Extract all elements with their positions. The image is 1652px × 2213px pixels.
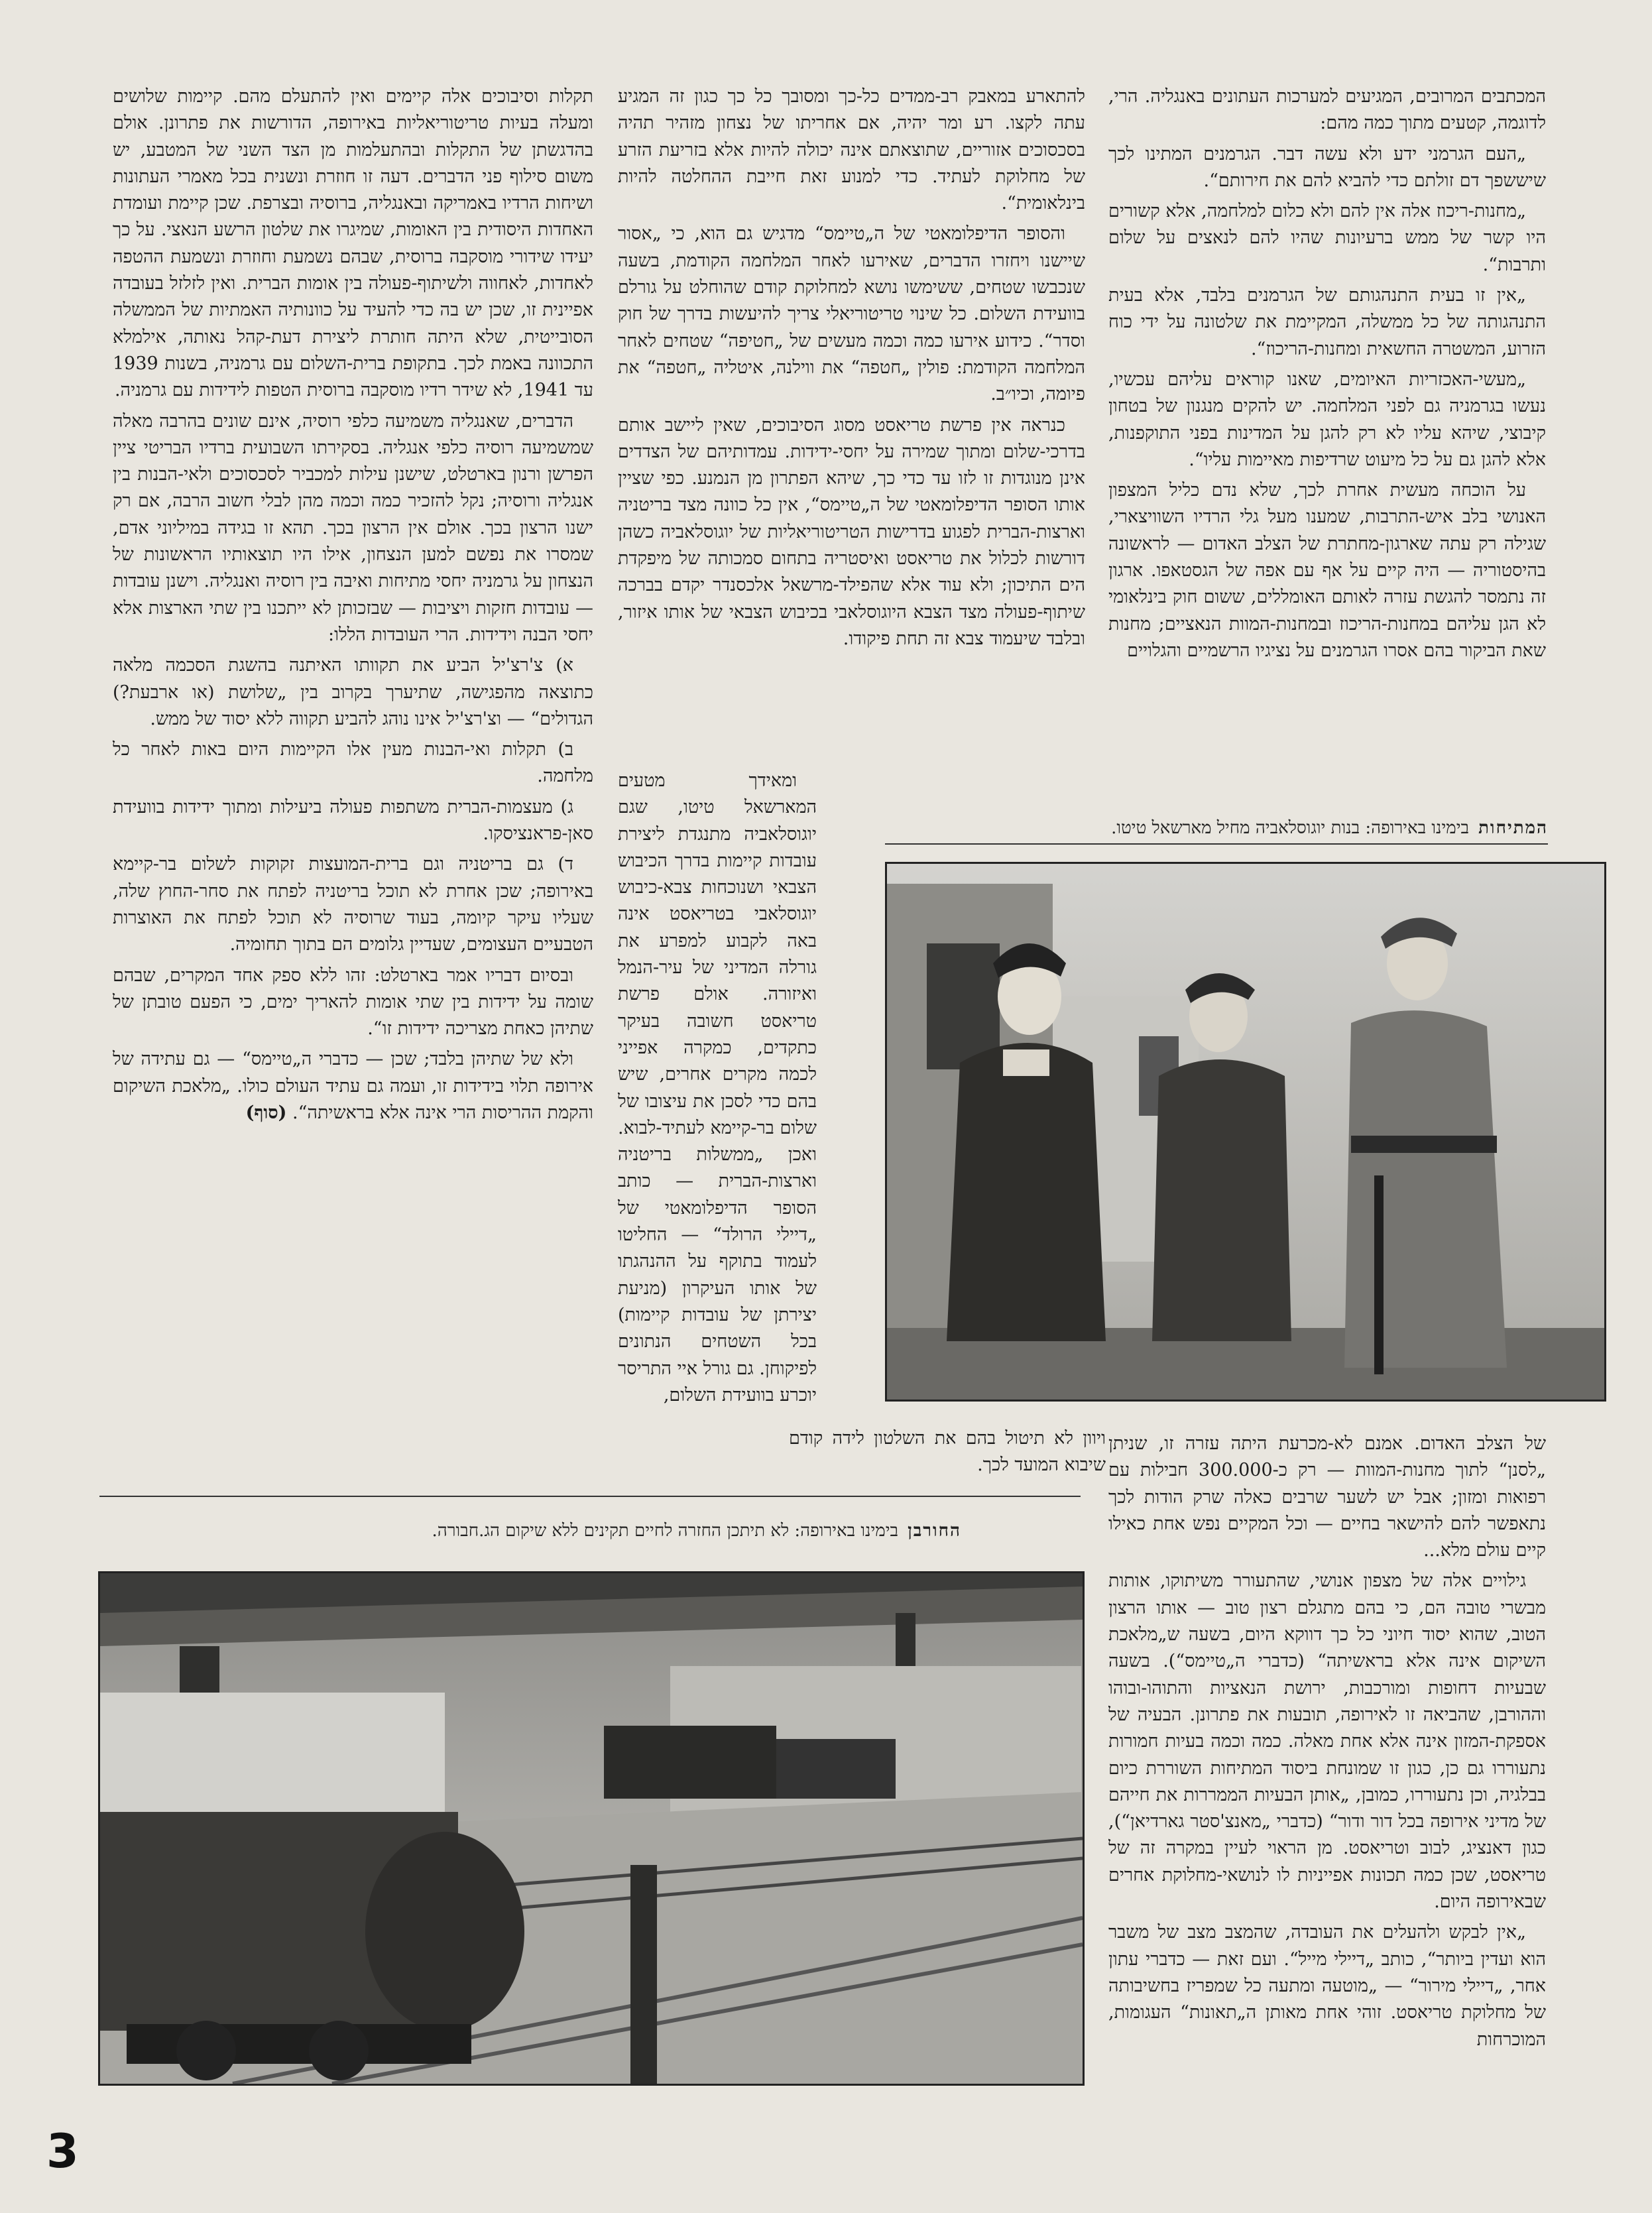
paragraph: והסופר הדיפלומאטי של ה„טיימס“ מדגיש גם הוא, כי „אסור שיישנו ויחזרו הדברים, שאירעו לאחר המלחמה הקודמת, בשעה שנכבשו שטחים, ששימשו נושא למחלוקת קודם שהוחלט על גורלם בוועידת השלום. כל שינוי טריטוריאלי צריך להיעשות בדרך של חוק וסדר“. כידוע אירעו כמה וכמה מעשים של „חטיפה“ שטחים לאחר המלחמה הקודמת: פולין „חטפה“ את ווילנה, איטליה „חטפה“ את פיומה, וכיו״ב.: [618, 223, 1085, 405]
column-middle-top: [618, 84, 1085, 766]
column-right-bottom: [1108, 1431, 1546, 2173]
caption-text: בימינו באירופה: לא תיתכן החזרה לחיים תקינים ללא שיקום הג.חבורה.: [432, 1521, 899, 1541]
paragraph: [113, 1046, 593, 1126]
paragraph: ובסיום דבריו אמר בארטלט: זהו ללא ספק אחד המקרים, שבהם שומה על ידידות בין שתי אומות להאריך ימים, כי הפעם טובתן של שתיהן כאחת מצריכה ידידות זו“.: [113, 965, 593, 1040]
caption-rule: [885, 843, 1548, 845]
paragraph: ומאידך מטעים המארשאל טיטו, שגם יוגוסלאביה מתנגדת ליצירת עובדות קיימות בדרך הכיבוש הצבאי ושנוכחות צבא-כיבוש יוגוסלאבי בטריאסט אינה באה לקבוע למפרע את גורלה המדיני של עיר-הנמל ואיזורה. אולם פרשת טריאסט חשובה בעיקר כתקדים, כמקרה אפייני לכמה מקרים אחרים, שיש בהם כדי לסכן את עיצובו של שלום בר-קיימא לעתיד-לבוא. ואכן „ממשלות בריטניה וארצות-הברית — כותב הסופר הדיפלומאטי של „דיילי הרולד“ — החליטו לעמוד בתוקף על ההנהגתו של אותו העיקרון (מניעת יצירתן של עובדות קיימות) בכל השטחים הנתונים לפיקוחן. גם גורל איי התריסר יוכרע בוועידת השלום,: [618, 770, 817, 1406]
paragraph: הדברים, שאנגליה משמיעה כלפי רוסיה, אינם שונים בהרבה מאלה שמשמיעה רוסיה כלפי אנגליה. בסקירתו השבועית ברדיו הבריטי ציין הפרשן ורנון בארטלט, שישנן עילות למכביר לסכסוכים ולאי-הבנות בין אנגליה ורוסיה; נקל להזכיר כמה וכמה מהן לבלי חשוב הרבה, אם רק ישנו הרצון בכך. אולם אין הרצון בכך. תהא זו בגידה במיליוני אדם, שמסרו את נפשם למען הנצחון, אילו היו תוצאותיו הראשונות של הנצחון על גרמניה יחסי מתיחות ואיבה בין רוסיה ואנגליה. וישנן עובדות — עובדות חזקות ויציבות — שבזכותן לא ייתכנו בין שתי הארצות אלא יחסי הבנה וידידות. הרי העובדות הללו:: [113, 410, 593, 645]
paragraph: „אין זו בעית התנהגותם של הגרמנים בלבד, אלא בעית התנהגותה של כל ממשלה, המקיימת את שלטונה על ידי כוח הזרוע, המשטרה החשאית ומחנות-הריכוז“.: [1108, 285, 1546, 359]
paragraph: „מחנות-ריכוז אלה אין להם ולא כלום למלחמה, אלא קשורים היו קשר של ממש ברעיונות שהיו להם לנאצים על שלום ותרבות“.: [1108, 201, 1546, 275]
column-right-top: [1108, 84, 1546, 796]
paragraph: כנראה אין פרשת טריאסט מסוג הסיבוכים, שאין ליישב אותם בדרכי-שלום ומתוך שמירה על יחסי-ידידות. עמדותיהם של הצדדים אינן מנוגדות זו לזו עד כדי כך, שיהא הפתרון מן הנמנע. כפי שציין אותו הסופר הדיפלומאטי של ה„טיימס“, אין כל כוונה מצד בריטניה וארצות-הברית לפגוע בדרישות הטריטוריאליות של יוגוסלאביה כשהן דורשות לכלול את טריאסט ואיסטריה בתחום סמכותה של מיפקדת הים התיכון; ולא עוד אלא שהפילד-מרשאל אלכסנדר יקדם בברכה שיתוף-פעולה מצד הצבא היוגוסלאבי בכיבוש הצבאי של אותו איזור, ובלבד שיעמוד צבא זה תחת פיקודו.: [618, 414, 1085, 649]
paragraph: ב) תקלות ואי-הבנות מעין אלו הקיימות היום באות לאחר כל מלחמה.: [113, 739, 593, 787]
paragraph: גילויים אלה של מצפון אנושי, שהתעורר משיתוקו, אותות מבשרי טובה הם, כי בהם מתגלם רצון טוב — אותו הרצון הטוב, שהוא יסוד חיוני כל כך דווקא היום, בשעה ש„מלאכת השיקום אינה אלא בראשיתה“ (כדברי ה„טיימס“). בשעה שבעיות דחופות ומורכבות, ירושת הנאציות והתוהו-ובוהו וההורבן, שהביאה זו לאירופה, תובעות את פתרונן. הבעיה של אספקת-המזון אינה אלא אחת מאלה. כמה וכמה בעיות חמורות נתעוררו גם כן, כגון זו שמונחת ביסוד המתיחות השוררת כיום בבלגיה, וכן נתעוררו, כמובן, „אותן הבעיות הממררות את חייהם של מדיני אירופה בכל דור ודור“ (כדברי „מאנצ'סטר גארדיאן“), כגון דאנציג, לבוב וטריאסט. מן הראוי לעיין במקרה זה של טריאסט, שכן כמה תכונות אפייניות לו לנושאי-מחלוקת אחרים שבאירופה היום.: [1108, 1571, 1546, 1913]
caption-rule: [99, 1496, 1081, 1497]
caption-lead: המתיחות: [1478, 818, 1548, 838]
paragraph: „מעשי-האכזריות האיומים, שאנו קוראים עליהם עכשיו, נעשו בגרמניה גם לפני המלחמה. יש להקים מנגנון של בטחון קיבוצי, שיהא עליו לא רק להגן על המדינות בפני התוקפנות, אלא להגן גם על כל מיעוט שרדיפות מאיימות עליו“.: [1108, 369, 1546, 470]
end-mark: (סוף): [245, 1102, 287, 1123]
partisan-women-photo-icon: [887, 864, 1604, 1400]
photo-partisan-women: [885, 862, 1606, 1402]
paragraph: תקלות וסיבוכים אלה קיימים ואין להתעלם מהם. קיימות שלושים ומעלה בעיות טריטוריאליות באירופה, הדורשות את פתרונן. אולם בהדגשתן של התקלות ובהתעלמות מן הצד השני של המטבע, יש משום סילוף פני הדברים. דעה זו חוזרת ונשנית בכל מאמרי העתונות ושיחות הרדיו באמריקה ובאנגליה, ברוסיה ובצרפת. שכן קיימת ועומדת האחדות היסודית בין האומות, שמיגרו את שלטון הרשע הנאצי. על כך יעידו שידורי מוסקבה ברוסית, שבהם נשמעת וחוזרת ונשמעת ההטפה לאחדות, לאחווה ולשיתוף-פעולה בין אומות הברית. ואין לזלזל בעובדה אפיינית זו, שכן יש בה כדי להעיד על כוונותיה האמתיות של הממשלה הסובייטית, שלא היתה חותרת ליצירת דעת-קהל נאותה, אילמלא התכוונה באמת לכך. בתקופת ברית-השלום עם גרמניה, בשנות 1939 עד 1941, לא שידר רדיו מוסקבה ברוסית הטפות לידידות עם גרמניה.: [113, 86, 593, 401]
paragraph: ויוון לא תיטול בהם את השלטון לידה קודם שיבוא המועד לכך.: [789, 1428, 1106, 1476]
column-left: [113, 84, 593, 1482]
caption-lead: החורבן: [908, 1521, 961, 1541]
paragraph-text: ולא של שתיהן בלבד; שכן — כדברי ה„טיימס“ — גם עתידה של אירופה תלוי בידידות זו, ועמה גם עתיד העולם כולו. „מלאכת השיקום והקמת ההריסות הרי אינה אלא בראשיתה“.: [113, 1049, 593, 1123]
paragraph: על הוכחה מעשית אחרת לכך, שלא נדם כליל המצפון האנושי בלב איש-התרבות, שמענו מעל גלי הרדיו השוויצארי, שגילה רק עתה שארגון-מחתרת של הצלב האדום — לראשונה בהיסטוריה — היה קיים על אף עם אפה של הגסטאפו. ארגון זה נתמסר להגשת עזרה לאותם האומללים, ששום חוק בינלאומי לא הגן עליהם במחנות-הריכוז ובמחנות-המוות הנאציים; מחנות שאת הביקור בהם אסרו הגרמנים על נציגיו הרשמיים והגלויים: [1108, 480, 1546, 661]
paragraph: ג) מעצמות-הברית משתפות פעולה ביעילות ומתוך ידידות בוועידת סאן-פראנציסקו.: [113, 796, 593, 845]
paragraph: „העם הגרמני ידע ולא עשה דבר. הגרמנים המתינו לכך שיששפך דם זולתם כדי להביא להם את חירותם“.: [1108, 143, 1546, 191]
column-middle-tail: [789, 1425, 1106, 1485]
paragraph: להתארע במאבק רב-ממדים כל-כך ומסובך כל כך כגון זה המגיע עתה לקצו. רע ומר יהיה, אם אחריתו של נצחון מזהיר תהיה בסכסוכים אזוריים, שתוצאתם אינה יכולה להיות אלא בזריעת הזרע של מחלוקת לעתיד. כדי למנוע זאת חייבת ההחלטה להיות בינלאומית“.: [618, 86, 1085, 214]
page-number: 3: [46, 2124, 79, 2179]
photo-destroyed-railway: [98, 1571, 1085, 2086]
destroyed-railway-depot-photo-icon: [100, 1573, 1083, 2084]
paragraph: המכתבים המרובים, המגיעים למערכות העתונים באנגליה. הרי, לדוגמה, קטעים מתוך כמה מהם:: [1108, 86, 1546, 134]
photo-caption-1: [885, 817, 1548, 843]
paragraph: של הצלב האדום. אמנם לא-מכרעת היתה עזרה זו, שניתן „לסנן“ לתוך מחנות-המוות — רק כ-300.000 חבילות עם רפואות ומזון; אבל יש לשער שרבים כאלה שרק הודות לכך נתאפשר להם להישאר בחיים — וכל המקיים נפש אחת כאילו קיים עולם מלא...: [1108, 1433, 1546, 1561]
column-middle-wrap: [618, 768, 817, 1419]
photo-caption-2: [99, 1520, 961, 1546]
paragraph: „אין לבקש ולהעלים את העובדה, שהמצב מצב של משבר הוא ועדין ביותר“, כותב „דיילי מייל“. ועם זאת — כדברי עתון אחר, „דיילי מירור“ — „מוטעה ומתעה כל שמפריז בחשיבותה של מחלוקת טריאסט. זוהי אחת מאותן ה„תאונות“ העגומות, המוכרחות: [1108, 1922, 1546, 2050]
paragraph: ד) גם בריטניה וגם ברית-המועצות זקוקות לשלום בר-קיימא באירופה; שכן אחרת לא תוכל בריטניה לפתח את סחר-החוץ שלה, שעליו עיקר קיומה, בעוד שרוסיה לא תוכל לפתח את האוצרות הטבעיים העצומים, שעדיין גלומים הם בתוך תחומיה.: [113, 854, 593, 955]
caption-text: בימינו באירופה: בנות יוגוסלאביה מחיל מארשאל טיטו.: [1111, 818, 1470, 838]
paragraph: א) צ'רצ'יל הביע את תקוותו האיתנה בהשגת הסכמה מלאה כתוצאה מהפגישה, שתיערך בקרוב בין „שלושת (או ארבעת?) הגדולים“ — וצ'רצ'יל אינו נוהג להביע תקווה ללא יסוד של ממש.: [113, 655, 593, 729]
